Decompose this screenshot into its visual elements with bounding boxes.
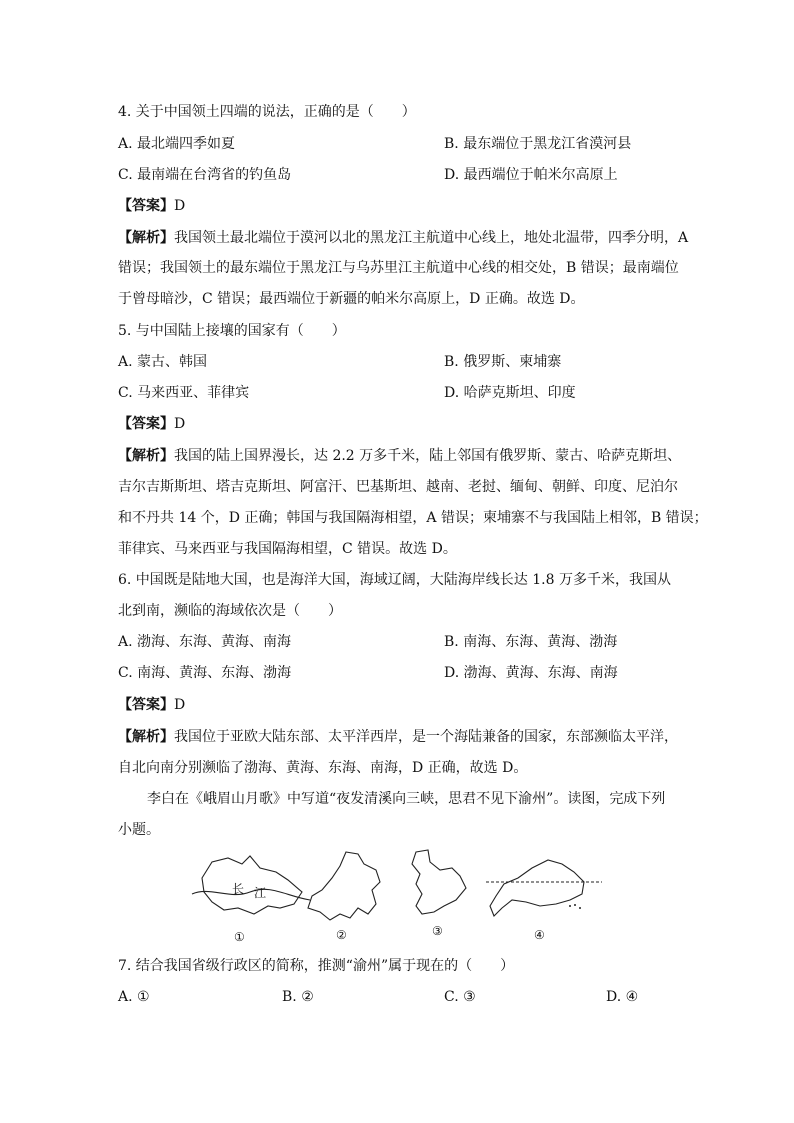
map-1-outline bbox=[202, 856, 302, 914]
q4-option-b: B. 最东端位于黑龙江省漠河县 bbox=[444, 136, 632, 152]
q5-answer bbox=[118, 414, 185, 434]
q6-option-c: C. 南海、黄海、东海、渤海 bbox=[118, 665, 292, 681]
q4-option-c: C. 最南端在台湾省的钓鱼岛 bbox=[118, 167, 292, 183]
q5-option-d: D. 哈萨克斯坦、印度 bbox=[444, 385, 576, 401]
q7-option-c: C. ③ bbox=[444, 989, 476, 1005]
q5-analysis-line-2: 吉尔吉斯斯坦、塔吉克斯坦、阿富汗、巴基斯坦、越南、老挝、缅甸、朝鲜、印度、尼泊尔 bbox=[118, 479, 678, 495]
answer-tag: 【答案】 bbox=[118, 697, 174, 713]
analysis-text: 我国的陆上国界漫长，达 2.2 万多千米，陆上邻国有俄罗斯、蒙古、哈萨克斯坦、 bbox=[174, 448, 682, 464]
river-char-1: 长 bbox=[232, 882, 245, 896]
map-label-3: ③ bbox=[432, 924, 443, 938]
q6-stem-line-2: 北到南，濒临的海域依次是（ ） bbox=[118, 603, 342, 619]
province-maps-figure bbox=[190, 848, 610, 948]
map-2-outline bbox=[308, 852, 380, 920]
analysis-tag: 【解析】 bbox=[118, 448, 174, 464]
q4-analysis-line-2: 错误；我国领土的最东端位于黑龙江与乌苏里江主航道中心线的相交处，B 错误；最南端位 bbox=[118, 260, 679, 276]
q7-option-a: A. ① bbox=[118, 989, 150, 1005]
analysis-text: 我国位于亚欧大陆东部、太平洋西岸，是一个海陆兼备的国家，东部濒临太平洋， bbox=[174, 729, 678, 745]
q5-option-b: B. 俄罗斯、柬埔寨 bbox=[444, 354, 562, 370]
map-label-4: ④ bbox=[534, 928, 545, 942]
q4-option-a: A. 最北端四季如夏 bbox=[118, 136, 236, 152]
q6-option-b: B. 南海、东海、黄海、渤海 bbox=[444, 634, 618, 650]
q5-stem: 5. 与中国陆上接壤的国家有（ ） bbox=[118, 323, 346, 339]
answer-value: D bbox=[174, 416, 186, 432]
analysis-tag: 【解析】 bbox=[118, 729, 174, 745]
q6-analysis-line-2: 自北向南分别濒临了渤海、黄海、东海、南海，D 正确，故选 D。 bbox=[118, 760, 528, 776]
answer-tag: 【答案】 bbox=[118, 416, 174, 432]
answer-value: D bbox=[174, 198, 186, 214]
analysis-text: 我国领土最北端位于漠河以北的黑龙江主航道中心线上，地处北温带，四季分明，A bbox=[174, 230, 689, 246]
q5-option-a: A. 蒙古、韩国 bbox=[118, 354, 208, 370]
q6-analysis-line-1 bbox=[118, 727, 678, 747]
q4-analysis-line-3: 于曾母暗沙，C 错误；最西端位于新疆的帕米尔高原上，D 正确。故选 D。 bbox=[118, 291, 585, 307]
q4-stem: 4. 关于中国领土四端的说法，正确的是（ ） bbox=[118, 104, 416, 120]
river-char-2: 江 bbox=[254, 886, 267, 900]
passage-intro-line-1: 李白在《峨眉山月歌》中写道“夜发清溪向三峡，思君不见下渝州”。读图，完成下列 bbox=[147, 791, 666, 807]
q6-option-d: D. 渤海、黄海、东海、南海 bbox=[444, 665, 618, 681]
q6-option-a: A. 渤海、东海、黄海、南海 bbox=[118, 634, 292, 650]
map-label-2: ② bbox=[336, 928, 347, 942]
answer-tag: 【答案】 bbox=[118, 198, 174, 214]
passage-intro-line-2: 小题。 bbox=[118, 822, 160, 838]
q7-option-d: D. ④ bbox=[606, 989, 639, 1005]
map-label-1: ① bbox=[234, 930, 245, 944]
q6-stem-line-1: 6. 中国既是陆地大国，也是海洋大国，海域辽阔，大陆海岸线长达 1.8 万多千米，我国从 bbox=[118, 572, 671, 588]
q5-analysis-line-3: 和不丹共 14 个，D 正确；韩国与我国隔海相望，A 错误；柬埔寨不与我国陆上相邻，B 错误； bbox=[118, 510, 708, 526]
q4-answer bbox=[118, 196, 185, 216]
q5-option-c: C. 马来西亚、菲律宾 bbox=[118, 385, 250, 401]
q6-answer bbox=[118, 695, 185, 715]
province-outlines bbox=[190, 848, 610, 948]
map-4-islands bbox=[569, 904, 581, 909]
answer-value: D bbox=[174, 697, 186, 713]
q5-analysis-line-4: 菲律宾、马来西亚与我国隔海相望，C 错误。故选 D。 bbox=[118, 541, 457, 557]
map-3-outline bbox=[412, 850, 466, 914]
q7-option-b: B. ② bbox=[282, 989, 314, 1005]
analysis-tag: 【解析】 bbox=[118, 230, 174, 246]
q4-option-d: D. 最西端位于帕米尔高原上 bbox=[444, 167, 618, 183]
q4-analysis-line-1 bbox=[118, 228, 688, 248]
q7-stem: 7. 结合我国省级行政区的简称，推测“渝州”属于现在的（ ） bbox=[118, 958, 515, 974]
q5-analysis-line-1 bbox=[118, 446, 681, 466]
map-4-outline bbox=[490, 860, 584, 916]
